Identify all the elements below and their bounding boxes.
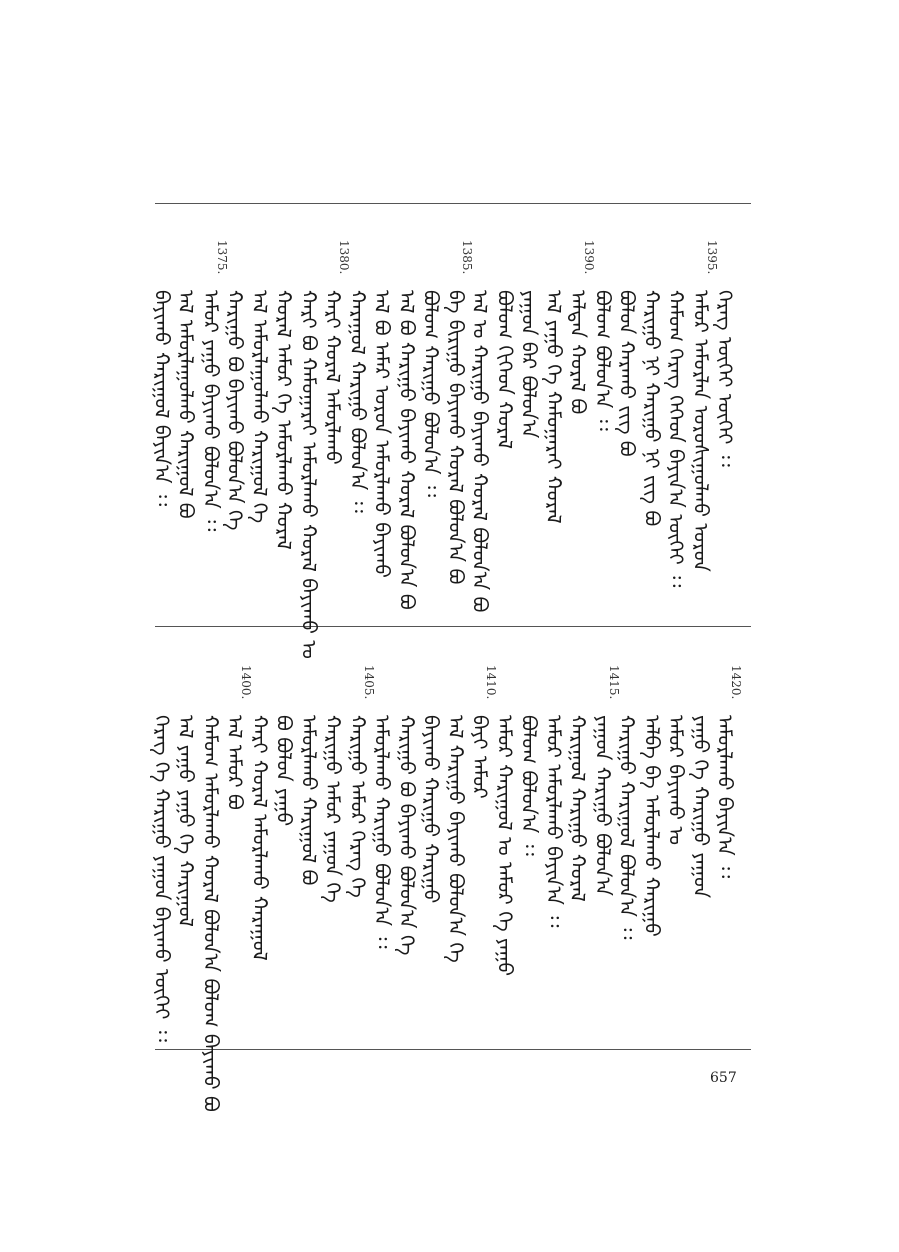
line-number bbox=[407, 240, 433, 286]
line-number bbox=[186, 665, 212, 711]
line-number: 1405. bbox=[361, 665, 376, 700]
line-number bbox=[480, 240, 506, 286]
line-number bbox=[284, 665, 310, 711]
line-number bbox=[554, 240, 580, 286]
line-number bbox=[358, 240, 384, 286]
line-number bbox=[382, 240, 408, 286]
line-number bbox=[554, 665, 580, 711]
bottom-rule bbox=[155, 1049, 751, 1050]
page-number: 657 bbox=[710, 1070, 737, 1086]
line-number bbox=[333, 665, 359, 711]
line-number bbox=[676, 665, 702, 711]
line-number bbox=[627, 240, 653, 286]
line-number bbox=[652, 665, 678, 711]
line-number bbox=[260, 665, 286, 711]
line-number: 1395. bbox=[704, 240, 719, 275]
line-number bbox=[456, 665, 482, 711]
line-number: 1420. bbox=[729, 665, 743, 700]
line-number bbox=[309, 665, 335, 711]
line-number bbox=[431, 240, 457, 286]
line-number bbox=[382, 665, 408, 711]
line-number bbox=[578, 665, 604, 711]
line-number bbox=[627, 665, 653, 711]
bottom-text-block: 1420. ᠠᠮᠤᠷᠯᠠᠬᠤ ᠪᠠᠶᠢᠨ᠎ᠠ ᠄᠄ ᠶᠠᠭᠤ ᠬᠡ ᠬᠠᠷᠢᠭᠤ ᠶᠠᠭᠤᠨ ᠠᠮᠤᠷ ᠪᠠᠶᠢᠬᠤ ᠣ ᠠᠯᠪᠠ ᠪᠠ ᠠᠮᠤᠷᠯᠠᠬᠤ ᠬᠠᠷᠢᠭᠤ ᠬᠠᠷᠢᠭᠤ ᠬᠠᠷᠢᠭᠤᠯ ᠪᠣᠯᠤᠨ᠎ᠠ ᠄᠄ 1415. ᠶᠠᠭᠤᠨ ᠬᠠᠷᠢᠭᠤ ᠪᠣᠯᠤᠨ᠎ᠠ ᠬᠠᠷᠢᠭᠤᠯ ᠬᠠᠷᠢᠭᠤ ᠬᠤᠷᠠᠯ ᠠᠮᠤᠷ ᠠᠮᠤᠷᠯᠠᠬᠤ ᠪᠠᠶᠢᠨ᠎ᠠ ᠄᠄ ᠪᠣᠯᠤᠭ ᠪᠣᠯᠤᠨ᠎ᠠ ᠄᠄ ᠠᠮᠤᠷ ᠬᠠᠷᠢᠭᠤᠯ ᠣ ᠠᠮᠤᠷ ᠬᠡ ᠶᠠᠭᠤ 1410. ᠪᠠᠶᠢ ᠠᠮᠤᠷ ᠠᠯ ᠬᠠᠷᠢᠭᠤ ᠪᠠᠶᠢᠬᠤ ᠪᠣᠯᠤᠨ᠎ᠠ ᠬᠡ ᠪᠠᠶᠢᠬᠤ ᠬᠠᠷᠢᠭᠤ ᠬᠠᠷᠢᠭᠤ ᠬᠠᠷᠢᠭᠤ ᠪᠣ ᠪᠠᠶᠢᠬᠤ ᠪᠣᠯᠤᠨ᠎ᠠ ᠬᠡ ᠠᠮᠤᠷᠯᠠᠬᠤ ᠬᠠᠷᠢᠭᠤ ᠪᠣᠯᠤᠨ᠎ᠠ ᠄᠄ 1405. ᠬᠠᠷᠢᠭᠤ ᠠᠮᠤᠷ ᠬᠡᠷᠡᠭ ᠬᠡ ᠬᠠᠷᠢᠭᠤ ᠠᠮᠤᠷ ᠶᠠᠭᠤᠨ ᠬᠡ ᠠᠮᠤᠷᠯᠠᠬᠤ ᠬᠠᠷᠢᠭᠤᠯ ᠪᠣ ᠪᠣ ᠪᠣᠯᠤᠨ ᠶᠠᠭᠤ ᠬᠠᠷᠢ ᠬᠤᠷᠠᠯ ᠠᠮᠤᠷᠯᠠᠬᠤ ᠬᠠᠷᠠᠭᠤᠯ 1400. ᠠᠯ ᠠᠮᠤᠷ ᠪᠣ ᠬᠠᠮᠤᠭ ᠠᠮᠤᠷᠯᠠᠬᠤ ᠬᠤᠷᠠᠯ ᠪᠣᠯᠤᠨ᠎ᠠ ᠪᠣᠯᠤᠭ ᠪᠠᠶᠢᠬᠤ ᠪᠣ ᠠᠯ ᠶᠠᠭᠤ ᠶᠠᠭᠤ ᠬᠡ ᠬᠠᠷᠢᠭᠤᠯ ᠬᠡᠷᠡᠭ ᠬᠡ ᠬᠠᠷᠢᠭᠤ ᠶᠠᠭᠤᠨ ᠪᠠᠶᠢᠬᠤ ᠦᠭᠡᠢ ᠄᠄ bbox=[155, 665, 751, 1045]
middle-rule bbox=[155, 626, 751, 627]
line-number bbox=[309, 240, 335, 286]
line-number: 1380. bbox=[337, 240, 351, 275]
line-number bbox=[162, 240, 188, 286]
line-number bbox=[284, 240, 310, 286]
line-number: 1410. bbox=[484, 665, 498, 700]
line-number: 1390. bbox=[582, 240, 596, 275]
line-number bbox=[652, 240, 678, 286]
line-number bbox=[529, 240, 555, 286]
line-number bbox=[701, 665, 727, 711]
line-number bbox=[162, 665, 188, 711]
top-text-block: ᠬᠡᠷᠡᠭ ᠦᠭᠡᠢ ᠦᠭᠡᠢ ᠄᠄ 1395. ᠠᠮᠤᠷ ᠠᠮᠤᠷᠯᠠᠨ ᠣᠷᠤᠰᠢᠭᠤᠯᠬᠤ ᠣᠷᠤᠨ ᠬᠠᠮᠤᠭ ᠬᠡᠷᠡᠭ ᠬᠡᠭᠡᠳ ᠪᠠᠶᠢᠨ᠎ᠠ ᠦᠭᠡᠢ ᠄᠄ ᠬᠠᠷᠢᠭᠤ ᠨᠢ ᠬᠠᠷᠢᠭᠤ ᠨᠢ ᠵᠢᠭ ᠪᠣ ᠪᠣᠯᠤᠨ ᠬᠠᠷᠠᠬᠤ ᠵᠢᠭ ᠪᠣ ᠪᠣᠯᠤᠭ ᠪᠣᠯᠤᠨ᠎ᠠ ᠄᠄ 1390. ᠠᠯᠳᠠᠨ ᠬᠤᠷᠠᠯ ᠪᠣ ᠠᠯ ᠶᠠᠭᠤ ᠬᠡ ᠬᠠᠮᠤᠭᠠᠷᠠᠢ ᠬᠤᠷᠠᠯ ᠶᠠᠭᠤᠨ ᠪᠠᠷ ᠪᠣᠯᠤᠨ᠎ᠠ ᠪᠣᠯᠤᠭ ᠬᠢᠭᠡᠳ ᠬᠤᠷᠠᠯ ᠠᠯ ᠣ ᠬᠠᠷᠢᠭᠤ ᠪᠠᠶᠢᠬᠤ ᠬᠤᠷᠠᠯ ᠪᠣᠯᠤᠨ᠎ᠠ ᠪᠣ 1385. ᠪᠠ ᠪᠢᠷᠢᠭᠤ ᠪᠠᠶᠢᠬᠤ ᠬᠤᠷᠠᠯ ᠪᠣᠯᠤᠨ᠎ᠠ ᠪᠣ ᠪᠣᠯᠤᠭ ᠬᠠᠷᠢᠭᠤ ᠪᠣᠯᠤᠨ᠎ᠠ ᠄᠄ ᠠᠯ ᠪᠣ ᠬᠠᠷᠢᠭᠤ ᠪᠠᠶᠢᠬᠤ ᠬᠤᠷᠠᠯ ᠪᠣᠯᠤᠨ᠎ᠠ ᠪᠣ ᠠᠯ ᠪᠣ ᠠᠮᠠᠷ ᠣᠷᠤᠨ ᠠᠮᠤᠷᠯᠠᠬᠤ ᠪᠠᠶᠢᠬᠤ ᠬᠠᠷᠠᠭᠤᠯ ᠬᠠᠷᠢᠭᠤ ᠪᠣᠯᠤᠨ᠎ᠠ ᠄᠄ 1380. ᠬᠠᠷᠢ ᠬᠤᠷᠠᠯ ᠠᠮᠤᠷᠯᠠᠬᠤ ᠬᠠᠷᠢ ᠪᠣ ᠬᠠᠮᠤᠭᠠᠷᠠᠢ ᠠᠮᠤᠷᠯᠠᠬᠤ ᠬᠤᠷᠠᠯ ᠪᠠᠶᠢᠬᠤ ᠣ ᠬᠤᠷᠠᠯ ᠠᠮᠤᠷ ᠬᠡ ᠠᠮᠤᠷᠯᠠᠬᠤ ᠬᠤᠷᠠᠯ ᠠᠯ ᠠᠮᠤᠷᠯᠠᠭᠤᠯᠬᠤ ᠬᠠᠷᠢᠭᠤᠯ ᠬᠡ ᠬᠠᠷᠢᠭᠤ ᠪᠣ ᠪᠠᠶᠢᠬᠤ ᠪᠣᠯᠤᠨ᠎ᠠ ᠬᠡ 1375. ᠠᠮᠤᠷ ᠶᠠᠭᠤ ᠪᠠᠶᠢᠬᠤ ᠪᠣᠯᠤᠨ᠎ᠠ ᠄᠄ ᠠᠯ ᠠᠮᠤᠷᠯᠠᠭᠤᠯᠬᠤ ᠬᠠᠷᠢᠭᠤᠯ ᠪᠣ ᠪᠠᠶᠢᠬᠤ ᠬᠠᠷᠢᠭᠤᠯ ᠪᠠᠶᠢᠨ᠎ᠠ ᠄᠄ bbox=[155, 240, 751, 620]
line-number bbox=[431, 665, 457, 711]
line-number bbox=[186, 240, 212, 286]
line-number bbox=[505, 665, 531, 711]
line-number: 1375. bbox=[214, 240, 229, 275]
line-number bbox=[676, 240, 702, 286]
line-number bbox=[211, 665, 237, 711]
line-number bbox=[725, 240, 751, 286]
line-number bbox=[505, 240, 531, 286]
line-number: 1385. bbox=[459, 240, 474, 275]
line-number: 1400. bbox=[239, 665, 253, 700]
line-number bbox=[603, 240, 629, 286]
line-number: 1415. bbox=[606, 665, 621, 700]
top-rule bbox=[155, 203, 751, 204]
line-number bbox=[407, 665, 433, 711]
line-number bbox=[529, 665, 555, 711]
line-number bbox=[235, 240, 261, 286]
line-number bbox=[260, 240, 286, 286]
